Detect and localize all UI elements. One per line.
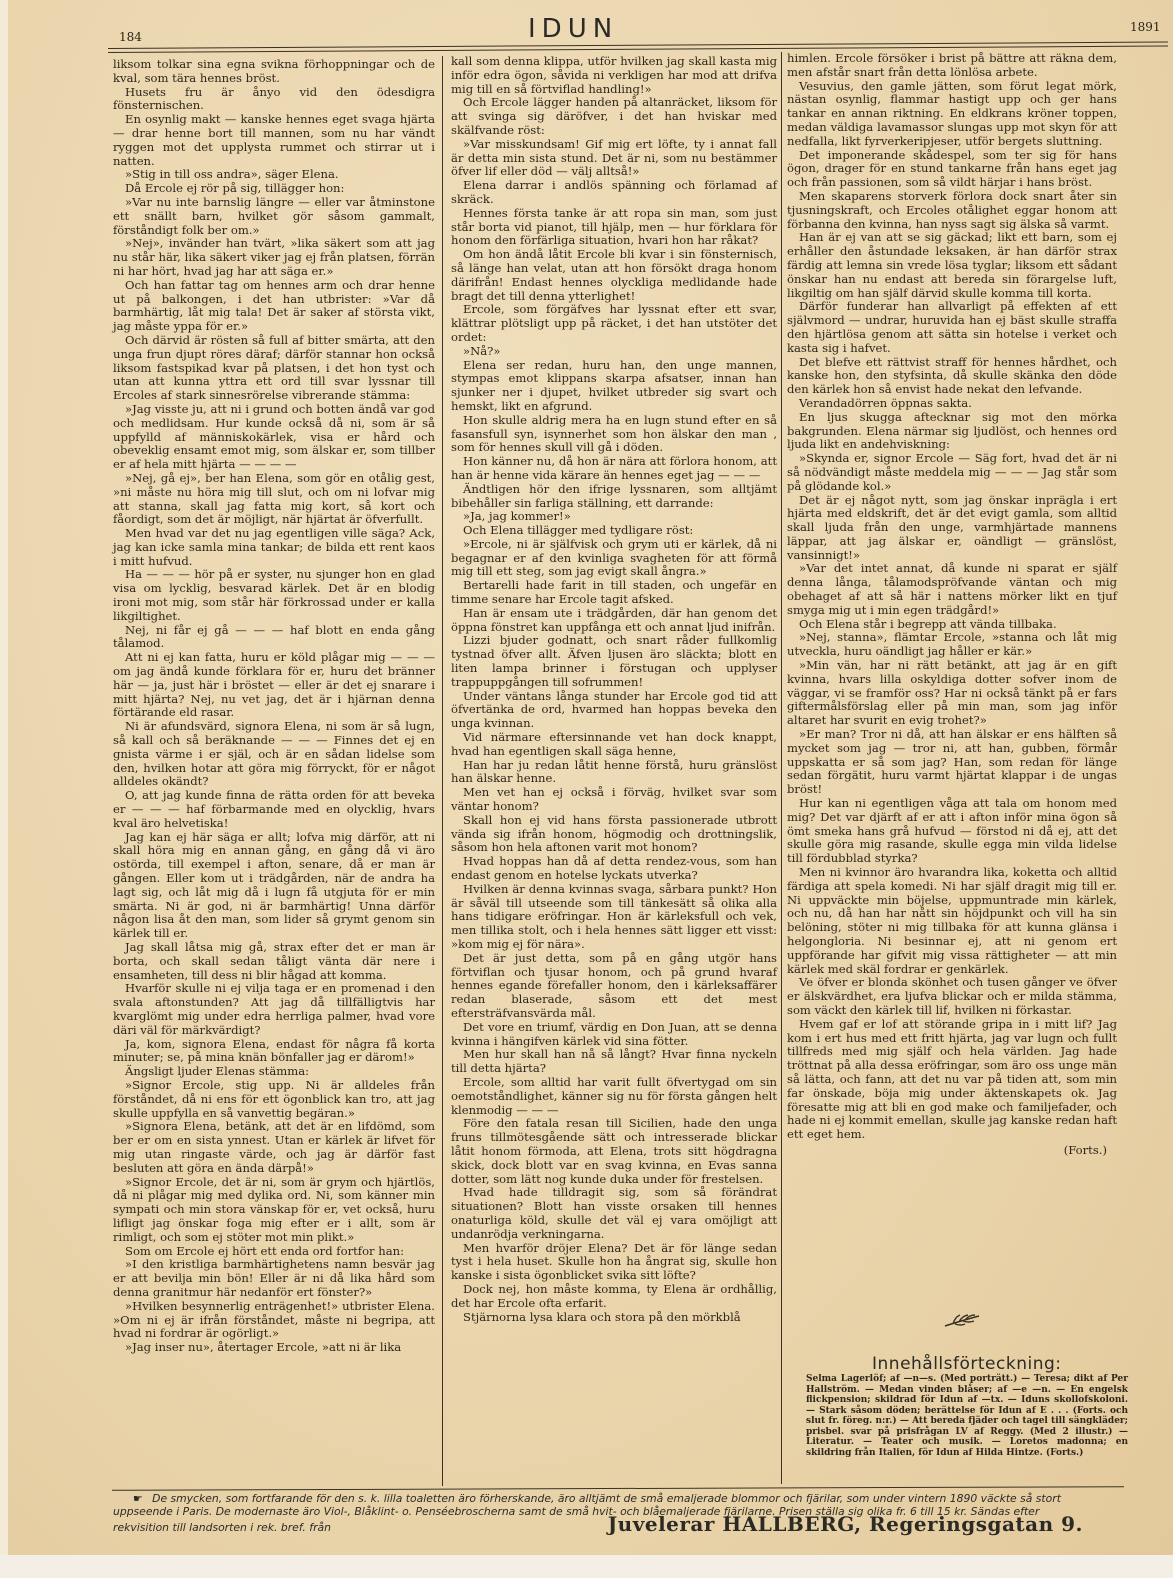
paragraph: »Nå?» [463,343,501,358]
paragraph: En ljus skugga aftecknar sig mot den mörka bakgrunden. Elena närmar sig ljudlöst, och hennes ord ljuda likt en andehviskning: [787,409,1117,452]
year: 1891 [1130,20,1161,34]
paragraph: Men skaparens storverk förlora dock snart åter sin tjusningskraft, och Ercoles otålighet eggar honom att förbanna den kvinna, han nyss sagt sig älska så varmt. [787,188,1117,231]
paragraph: Att ni ej kan fatta, huru er köld plågar mig — — — om jag ändå kunde förklara för er, huru det bränner här — ja, just här i bröstet — eller är det ej snarare i mitt hjärta? Nej, nu vet jag, det är i hjärnan denna förtärande eld rasar. [113,650,435,720]
paragraph: liksom tolkar sina egna svikna förhoppningar och de kval, som tära hennes bröst. [113,57,435,85]
paragraph: Han har ju redan låtit henne förstå, huru gränslöst han älskar henne. [451,757,777,786]
column-divider [781,52,782,1484]
paragraph: Före den fatala resan till Sicilien, hade den unga fruns tillmötesgående sätt och intresserade blickar låtit honom förmoda, att Elena, trots sitt högdragna skick, dock blott var en svag kvinna, en Evas sanna dotter, som lätt nog kunde duka under för frestelsen. [451,1116,777,1186]
toc-entry: Loretos madonna; en skildring från Italien, för Idun af Hilda Hintze. (Forts.) [806,1437,1128,1458]
paragraph: »Ercole, ni är själfvisk och grym uti er kärlek, då ni begagnar er af den kvinliga svagheten för att förmå mig till ett steg, som jag evigt skall ångra.» [451,536,777,579]
paragraph: Det blefve ett rättvist straff för hennes hårdhet, och kanske hon, den styfsinta, då skulle skänka den döde den kärlek hon så envist hade nekat den lefvande. [787,354,1117,397]
page-number: 184 [119,30,142,44]
ad-line-1: De smycken, som fortfarande för den s. k. lilla toaletten äro förherskande, äro alltjämt de små emaljerade blommor och fjärilar, som under vintern 1890 väckte så stort [152,1492,1061,1505]
paragraph: Jag kan ej här säga er allt; lofva mig därför, att ni skall höra mig en annan gång, en gång då vi äro ostörda, till exempel i afton, senare, då er man är gången. Eller kom ut i trädgården, när de andra ha lagt sig, och låt mig då i lugn få utgjuta för er min smärta. Ni är god, ni är barmhärtig! Unna därför någon lisa åt den man, som lider så grymt genom sin kärlek till er. [113,829,435,941]
paragraph: Ja, kom, signora Elena, endast för några få korta minuter; se, på mina knän bönfaller jag er därom!» [113,1036,435,1065]
paragraph: »Jag visste ju, att ni i grund och botten ändå var god och medlidsam. Hur kunde också då ni, som är så uppfylld af människokärlek, visa er hård och obeveklig ensamt emot mig, som älskar er, som tillber er af hela mitt hjärta — — — — [113,401,435,472]
paragraph: Skall hon ej vid hans första passionerade utbrott vända sig ifrån honom, högmodig och drottningslik, såsom hon hela aftonen varit mot honom? [451,812,777,855]
toc-entry: En engelsk flickpension; skildrad för Idun af —tx. [806,1384,1128,1405]
paragraph: Ändtligen hör den ifrige lyssnaren, som alltjämt bibehåller sin farliga ställning, ett darrande: [451,481,777,510]
paragraph: »Ja, jag kommer!» [463,509,571,524]
paragraph: Det är ej något nytt, som jag önskar inprägla i ert hjärta med eldskrift, det är det evigt gamla, som alltid skall ljuda från den unge, varmhjärtade mannens läppar, att jag älskar er, oändligt — gränslöst, vansinnigt!» [787,492,1117,562]
paragraph: Han är ej van att se sig gäckad; likt ett barn, som ej erhåller den åstundade leksaken, är han därför strax färdig att lemna sin vrede lösa tyglar; liksom ett sådant önskar han nu endast att bereda sin förargelse luft, likgiltig om han själf därvid skulle komma till korta. [787,230,1117,300]
paragraph: »Var nu inte barnslig längre — eller var åtminstone ett snällt barn, hvilket gör såsom gammalt, förståndigt folk ber om.» [113,194,435,237]
paragraph: »Skynda er, signor Ercole — Säg fort, hvad det är ni så nödvändigt måste meddela mig — — — Jag står som på glödande kol.» [787,451,1117,493]
paragraph: Det imponerande skådespel, som ter sig för hans ögon, drager för en stund tankarne från hans eget jag och från passionen, som så vildt härjar i hans bröst. [787,147,1117,190]
paragraph: Men hvad var det nu jag egentligen ville säga? Ack, jag kan icke samla mina tankar; de bilda ett rent kaos i mitt hufvud. [113,526,435,568]
paragraph: Hur kan ni egentligen våga att tala om honom med mig? Det var djärft af er att i afton inför mina ögon så ömt smeka hans grå hufvud — förstod ni då ej, att det skulle göra mig rasande, skulle egga min vilda lidelse till fördubblad styrka? [787,796,1117,866]
table-of-contents-title: Innehållsförteckning: [872,1354,1062,1374]
paragraph: Bertarelli hade farit in till staden, och ungefär en timme senare har Ercole tagit afsked. [451,578,777,607]
paragraph: »Var misskundsam! Gif mig ert löfte, ty i annat fall är detta min sista stund. Det är ni, som nu bestämmer öfver lif eller död — välj alltså!» [451,136,777,179]
paragraph: O, att jag kunde finna de rätta orden för att beveka er — — — haf förbarmande med en olycklig, hvars kval äro helvetiska! [113,788,435,830]
toc-entry: Selma Lagerlöf; af —n—s. (Med porträtt.) [806,1374,1018,1384]
paragraph: Och Elena står i begrepp att vända tillbaka. [799,616,1057,631]
paragraph: »Jag inser nu», återtager Ercole, »att ni är lika [125,1340,402,1355]
paragraph: Det vore en triumf, värdig en Don Juan, att se denna kvinna i hängifven kärlek vid sina fötter. [451,1019,777,1048]
paragraph: Jag skall låtsa mig gå, strax efter det er man är borta, och skall sedan tåligt vänta där nere i ensamheten, till dess ni blir hågad att komma. [113,940,435,982]
paragraph: Verandadörren öppnas sakta. [799,395,972,410]
paragraph: Som om Ercole ej hört ett enda ord fortfor han: [125,1243,405,1258]
paragraph: En osynlig makt — kanske hennes eget svaga hjärta — drar henne bort till mannen, som nu har vändt ryggen mot det upplysta rummet och stirrar ut i natten. [113,112,435,168]
paragraph: Ercole, som alltid har varit fullt öfvertygad om sin oemotståndlighet, känner sig nu för första gången helt klenmodig — — — [451,1074,777,1117]
paragraph: himlen. Ercole försöker i brist på bättre att räkna dem, men afstår snart från detta lönlösa arbete. [787,51,1117,79]
paragraph: »Nej, stanna», flämtar Ercole, »stanna och låt mig utveckla, huru oändligt jag håller er kär.» [787,630,1117,659]
advertisement [113,1492,1123,1536]
paragraph: Och Elena tillägger med tydligare röst: [463,523,694,538]
paragraph: »Min vän, har ni rätt betänkt, att jag är en gift kvinna, hvars lilla oskyldiga dotter sofver inom de väggar, vi se framför oss? Har ni också tänkt på er fars giftermålsförslag eller på min man, som jag inför altaret har svurit en evig trohet?» [787,658,1117,728]
paragraph: Hvem gaf er lof att störande gripa in i mitt lif? Jag kom i ert hus med ett fritt hjärta, jag var lugn och fullt tillfreds med mig själf och hela världen. Jag hade tröttnat på alla dessa eröfringar, som äro oss unge män så lätta, och fann, att det nu var på tiden att, som min far önskade, böja mig under äktenskapets ok. Jag föresatte mig att bli en god make och familjefader, och hade ni ej kommit emellan, skulle jag kanske redan haft ett eget hem. [787,1016,1117,1142]
ad-line-2: uppseende i Paris. De modernaste äro Viol-, Blåklint- o. Penséebroscherna samt de små hvit- och blåemaljerade fjärilarne. Prisen ställa sig olika fr. 6 till 15 kr. Sändas efter [113,1505,1040,1518]
paragraph: Ni är afundsvärd, signora Elena, ni som är så lugn, så kall och så beräknande — — — Finnes det ej en gnista värme i er själ, och är en sådan lidelse som den, hvilken hotar att göra mig förryckt, för er något alldeles okändt? [113,719,435,789]
advertiser-name: Juvelerar HALLBERG, Regeringsgatan 9. [607,1512,1083,1536]
paragraph: Lizzi bjuder godnatt, och snart råder fullkomlig tystnad öfver allt. Äfven ljusen äro släckta; blott en liten lampa brinner i förstugan och upplyser trappuppgången till sofrummen! [451,633,777,689]
paragraph: Därför funderar han allvarligt på effekten af ett självmord — undrar, huruvida han ej bäst skulle straffa den hjärtlösa genom att sätta sin hotelse i verket och kasta sig i hafvet. [787,299,1117,355]
paragraph: Hon skulle aldrig mera ha en lugn stund efter en så fasansfull syn, isynnerhet som hon älskar den man , som för hennes skull vill gå i döden. [451,412,777,455]
paragraph: »Nej, gå ej», ber han Elena, som gör en otålig gest, »ni måste nu höra mig till slut, och om ni lofvar mig att stanna, skall jag fatta mig kort, så kort och fåordigt, som det är möjligt, när hjärtat är öfverfullt. [113,470,435,527]
paragraph: Men vet han ej också i förväg, hvilket svar som väntar honom? [451,785,777,814]
paragraph: Hvilken är denna kvinnas svaga, sårbara punkt? Hon är såväl till utseende som till tänkesätt så olika alla hans tidigare eröfringar. Hon är kärleksfull och vek, men tillika stolt, och i hela hennes sätt ligger ett visst: »kom mig ej för nära». [451,881,777,951]
paragraph: Men ni kvinnor äro hvarandra lika, koketta och alltid färdiga att spela komedi. Ni har själf dragit mig till er. Ni uppväckte min böjelse, uppmuntrade min kärlek, och nu, då han har nått sin höjdpunkt och vill ha sin belöning, stöter ni mig tillbaka för att kunna glänsa i helgongloria. Ni besinnar ej, att ni genom ert uppförande har gifvit mig vissa rättigheter — att min kärlek med skäl fordrar er genkärlek. [787,865,1117,976]
paragraph: »I den kristliga barmhärtighetens namn besvär jag er att bevilja min bön! Eller är ni då lika hård som denna granitmur här nedanför ert fönster?» [113,1257,435,1299]
paragraph: Och därvid är rösten så full af bitter smärta, att den unga frun djupt röres däraf; därför stannar hon också liksom fastspikad kvar på platsen, i det hon tyst och utan att kunna yttra ett ord till svar lyssnar till Ercoles af stark sinnesrörelse vibrerande stämma: [113,332,435,403]
toc-entry: Iduns skollofskoloni. [1021,1395,1128,1405]
paragraph: »Er man? Tror ni då, att han älskar er ens hälften så mycket som jag — tror ni, att han, gubben, förmår uppskatta er så som jag? Han, som redan för länge sedan förgätit, huru varmt hjärtat klappar i de ungas bröst! [787,727,1117,797]
toc-entry: Teater och musik. [880,1437,983,1447]
paragraph: Ercole, som förgäfves har lyssnat efter ett svar, klättrar plötsligt upp på räcket, i det han utstöter det ordet: [451,302,777,344]
paragraph: Han är ensam ute i trädgården, där han genom det öppna fönstret kan uppfånga ett och annat ljud inifrån. [451,605,777,634]
paragraph: Nej, ni får ej gå — — — haf blott en enda gång tålamod. [113,622,435,651]
ad-line-3: rekvisition till landsorten i rek. bref. från [113,1521,331,1534]
paragraph: »Signora Elena, betänk, att det är en lifdömd, som ber er om en sista ynnest. Utan er kärlek är lifvet för mig utan ringaste värde, och jag är därför fast besluten att göra en ända därpå!» [113,1119,435,1175]
paragraph: Och Ercole lägger handen på altanräcket, liksom för att svinga sig däröfver, i det han hviskar med skälfvande röst: [451,95,777,137]
column-divider [442,56,443,1486]
paragraph: Hvad hoppas han då af detta rendez-vous, som han endast genom en hotelse lyckats utverka? [451,854,777,883]
paragraph: Dock nej, hon måste komma, ty Elena är ordhållig, det har Ercole ofta erfarit. [451,1281,777,1310]
paragraph: Vesuvius, den gamle jätten, som förut legat mörk, nästan osynlig, flammar hastigt upp och ger hans tankar en annan riktning. En eldkrans kröner toppen, medan väldiga lavamassor slungas upp mot skyn för att nedfalla, likt fyrverkeripjeser, utför bergets sluttning. [787,78,1117,148]
page-margin [0,1555,1173,1578]
paragraph: Hvarför skulle ni ej vilja taga er en promenad i den svala aftonstunden? Att jag då tillfälligtvis har kvarglömt mig under edra herrliga palmer, hvad vore däri väl för märkvärdigt? [113,981,435,1037]
pointing-hand-icon: ☛ [133,1492,143,1505]
paragraph: »Hvilken besynnerlig enträgenhet!» utbrister Elena. »Om ni ej är ifrån förståndet, måste ni begripa, att hvad ni fordrar är ogörligt.» [113,1298,435,1341]
paragraph: »Signor Ercole, stig upp. Ni är alldeles från förståndet, då ni ens för ett ögonblick kan tro, att jag skulle uppfylla en så vanvettig begäran.» [113,1077,435,1120]
paragraph: Och han fattar tag om hennes arm och drar henne ut på balkongen, i det han utbrister: »Var då barmhärtig, låt mig tala! Det är saker af största vikt, jag måste yppa för er.» [113,277,435,334]
paragraph: Stjärnorna lysa klara och stora på den mörkblå [463,1309,741,1324]
paragraph: Hon känner nu, då hon är nära att förlora honom, att han är henne vida kärare än hennes eget jag — — — [451,454,777,482]
paragraph: Ve öfver er blonda skönhet och tusen gånger ve öfver er älskvärdhet, era ljufva blickar och er milda stämma, som väckt den kärlek till lif, hvilken ni förkastar. [787,975,1117,1017]
continued-label: (Forts.) [1063,1142,1107,1157]
paragraph: Under väntans långa stunder har Ercole god tid att öfvertänka de ord, hvarmed han hoppas beveka den unga kvinnan. [451,688,777,731]
paragraph: Då Ercole ej rör på sig, tillägger hon: [125,181,345,196]
paragraph: »Signor Ercole, det är ni, som är grym och hjärtlös, då ni plågar mig med dylika ord. Ni, som känner min sympati och min stora vänskap för er, vet också, huru lifligt jag önskar foga mig efter er i allt, som är rimligt, och som ej stöter mot min plikt.» [113,1174,435,1244]
column-1 [113,58,435,1355]
paragraph: Om hon ändå låtit Ercole bli kvar i sin fönsternisch, så länge han velat, utan att hon försökt draga honom därifrån! Endast hennes olyckliga medlidande hade bragt det till denna ytterlighet! [451,247,777,303]
paragraph: »Stig in till oss andra», säger Elena. [125,167,339,182]
paragraph: »Var det intet annat, då kunde ni sparat er själf denna långa, tålamodspröfvande väntan och mig obehaget af att så här i nattens mörker likt en tjuf smyga mig ut i min egen trädgård!» [787,561,1117,617]
paragraph: Men hvarför dröjer Elena? Det är för länge sedan tyst i hela huset. Skulle hon ha ångrat sig, skulle hon kanske i sista ögonblicket svika sitt löfte? [451,1240,777,1283]
paragraph: Ängsligt ljuder Elenas stämma: [125,1064,310,1079]
paragraph: Hennes första tanke är att ropa sin man, som just står borta vid pianot, till hjälp, men — hur förklara för honom den förfärliga situation, hvari hon har råkat? [451,205,777,248]
toc-entry: Medan vinden blåser; af —e —n. [879,1384,1051,1395]
paragraph: »Nej», invänder han tvärt, »lika säkert som att jag nu står här, lika säkert viker jag ej från platsen, förrän ni har hört, hvad jag har att säga er.» [113,236,435,278]
sprig-ornament-icon [943,1310,983,1335]
toc-entry: Att bereda fjäder och tagel till sängkläder; prisbel. svar på prisfrågan LV af Reggy. (Med 2 illustr.) [806,1416,1128,1437]
table-of-contents: Selma Lagerlöf; af —n—s. (Med porträtt.) — Teresa; dikt af Per Hallström. — Medan vinden blåser; af —e —n. — En engelsk flickpension; skildrad för Idun af —tx. — Iduns skollofskoloni. — Stark såsom döden; berättelse för Idun af E . . . (Forts. och slut fr. föreg. n:r.) — Att bereda fjäder och tagel till sängkläder; prisbel. svar på prisfrågan LV af Reggy. (Med 2 illustr.) — Literatur. — Teater och musik. — Loretos madonna; en skildring från Italien, för Idun af Hilda Hintze. (Forts.) [806,1374,1128,1458]
column-3 [787,52,1117,1158]
paragraph: Det är just detta, som på en gång utgör hans förtviflan och tjusar honom, och på grund hvaraf hennes egande förefaller honom, den i kärleksaffärer redan blaserade, såsom ett det mest eftersträfvansvärda mål. [451,950,777,1020]
paragraph: Elena darrar i andlös spänning och förlamad af skräck. [451,178,777,206]
toc-entry: Teresa; dikt af Per Hallström. [806,1374,1128,1395]
paragraph: Husets fru är ånyo vid den ödesdigra fönsternischen. [113,84,435,113]
paragraph: Vid närmare eftersinnande vet han dock knappt, hvad han egentligen skall säga henne, [451,730,777,758]
toc-entry: Literatur. [806,1437,854,1447]
column-2 [451,55,777,1324]
toc-entry: Stark såsom döden; berättelse för Idun af E . . . (Forts. och slut fr. föreg. n:r.) [806,1405,1128,1426]
paragraph: kall som denna klippa, utför hvilken jag skall kasta mig inför edra ögon, såvida ni verkligen har mod att drifva mig till en så förtviflad handling!» [451,54,777,96]
paragraph: Ha — — — hör på er syster, nu sjunger hon en glad visa om lycklig, besvarad kärlek. Det är en blodig ironi mot mig, som står här förkrossad under er kalla likgiltighet. [113,567,435,623]
paragraph: Elena ser redan, huru han, den unge mannen, stympas emot klippans skarpa afsatser, innan han sjunker ner i djupet, hvilket utbreder sig svart och hemskt, likt en afgrund. [451,357,777,413]
masthead-title: IDUN [528,14,619,44]
paragraph: Hvad hade tilldragit sig, som så förändrat situationen? Blott han visste orsaken till hennes onaturliga köld, skulle det väl ej vara omöjligt att undanrödja verkningarna. [451,1185,777,1241]
paragraph: Men hur skall han nå så långt? Hvar finna nyckeln till detta hjärta? [451,1047,777,1076]
